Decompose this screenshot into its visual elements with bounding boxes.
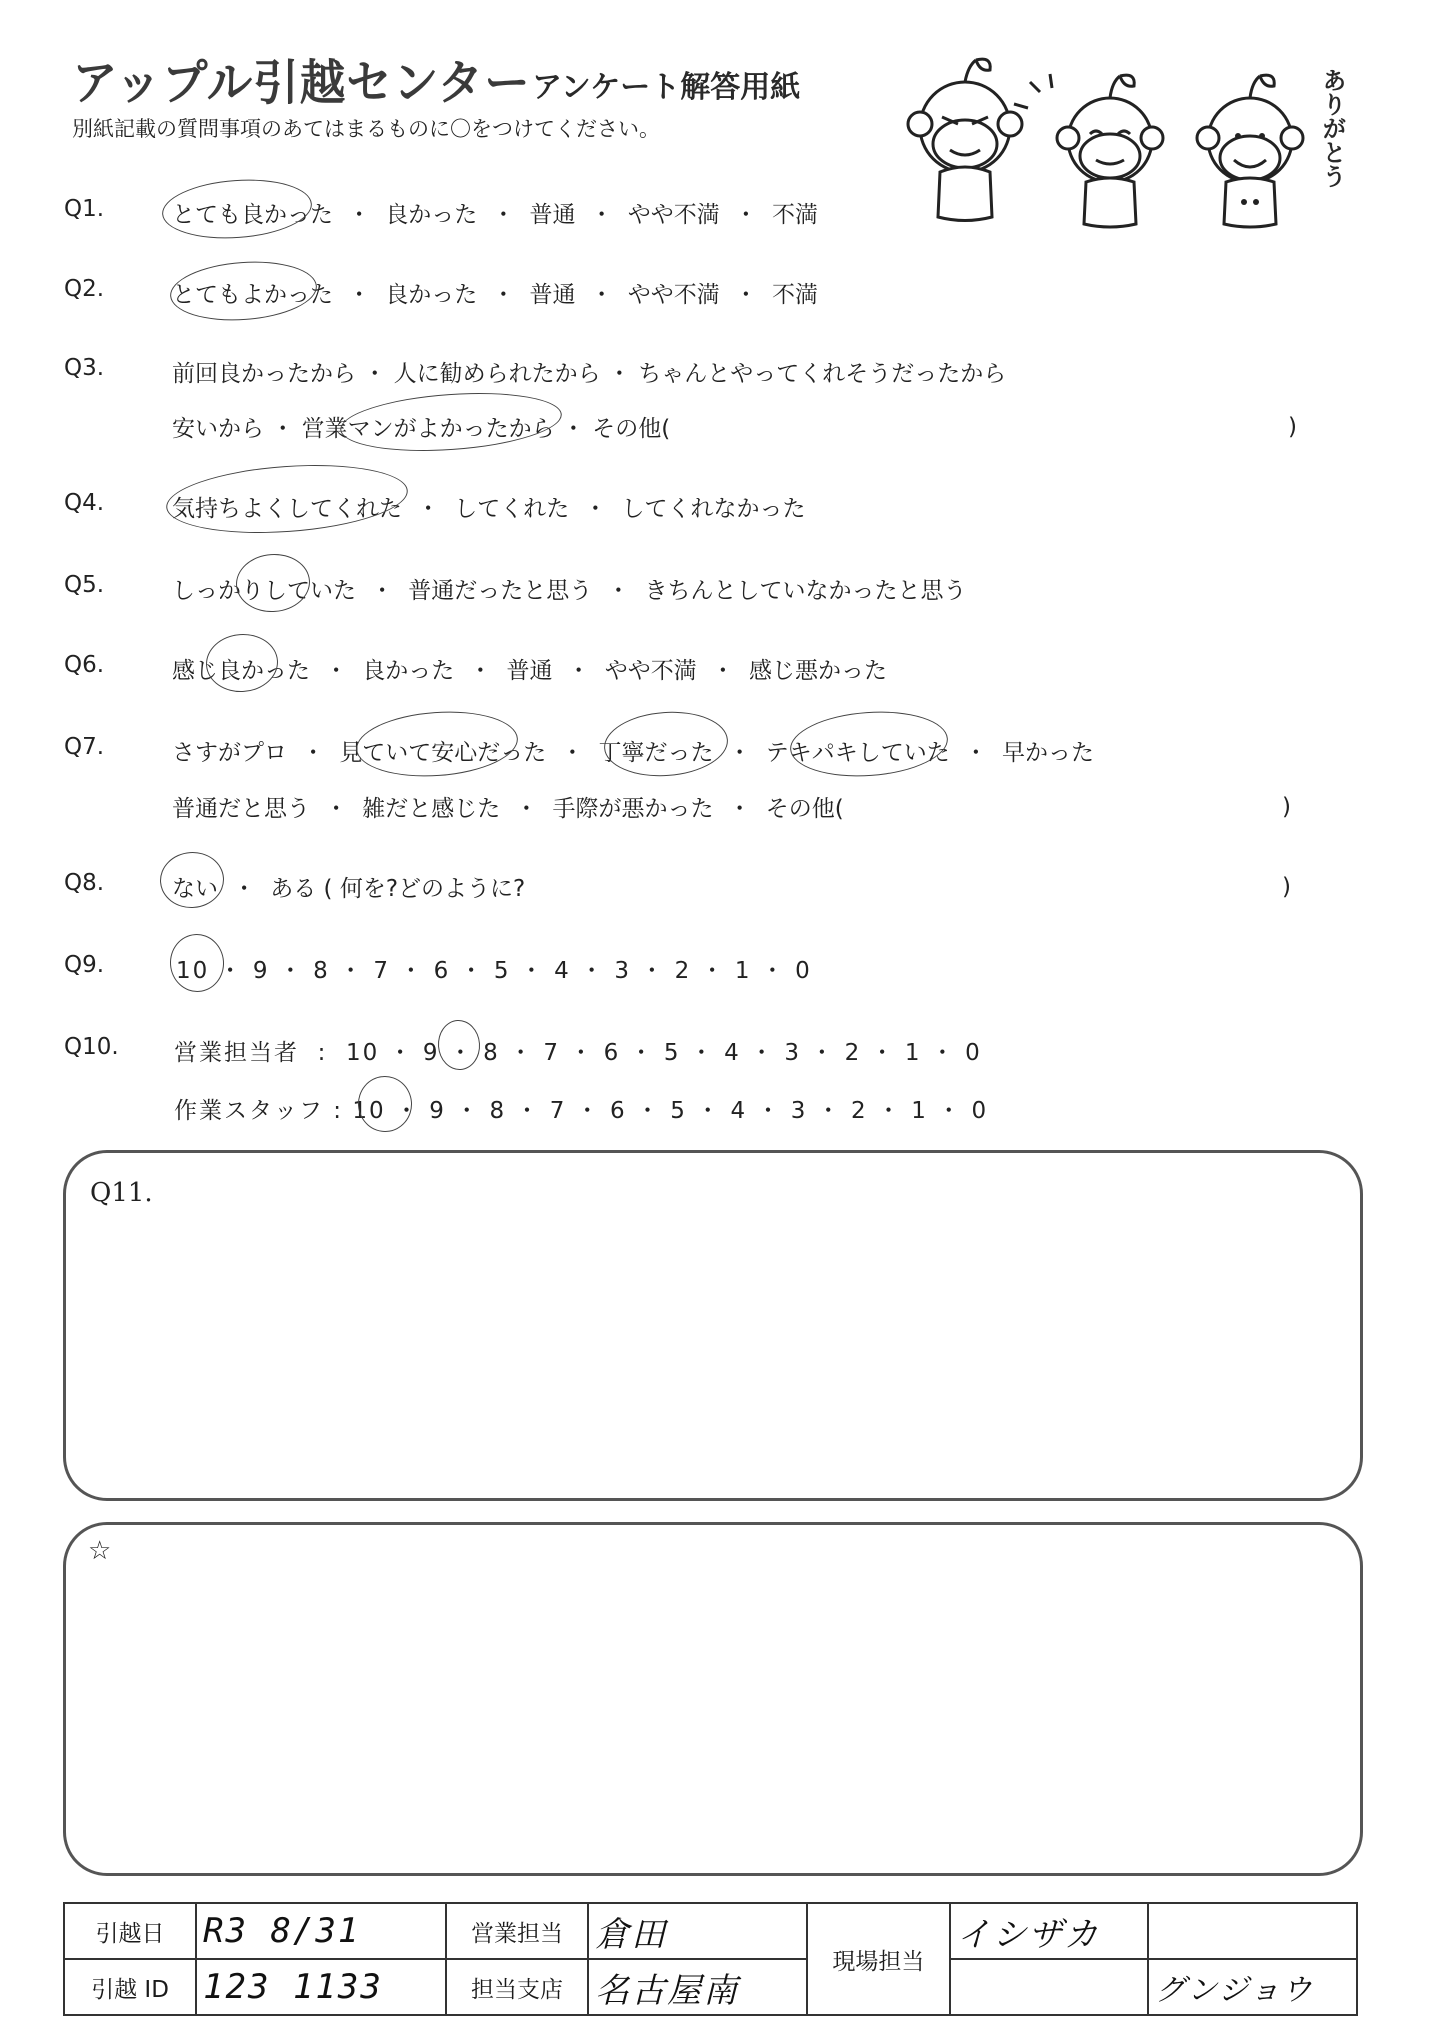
site-rep-handwritten-2: グンジョウ — [1155, 1973, 1314, 2008]
q11-comment-box[interactable] — [63, 1150, 1363, 1501]
q5-number: Q5. — [64, 572, 105, 598]
q3-other-close: ) — [1288, 414, 1297, 440]
q10-sales-scale[interactable]: 営業担当者 : 10 ・ 9 ・ 8 ・ 7 ・ 6 ・ 5 ・ 4 ・ 3 ・ 2 ・ 1 ・ 0 — [174, 1040, 982, 1066]
q3-number: Q3. — [64, 355, 105, 381]
footer-info-table — [63, 1902, 1358, 2016]
q2-number: Q2. — [64, 276, 105, 302]
site-rep-handwritten-1: イシザカ — [956, 1914, 1100, 1955]
q8-options[interactable]: ない ・ ある ( 何を?どのように? — [172, 876, 526, 902]
q7-number: Q7. — [64, 734, 105, 760]
q6-number: Q6. — [64, 652, 105, 678]
site-rep-value-2[interactable] — [1148, 1959, 1357, 2015]
q2-options[interactable]: とてもよかった ・ 良かった ・ 普通 ・ やや不満 ・ 不満 — [172, 282, 818, 308]
move-date-label: 引越日 — [64, 1903, 196, 1959]
move-id-value[interactable] — [196, 1959, 446, 2015]
sales-rep-value[interactable] — [588, 1903, 807, 1959]
q6-options[interactable]: 感じ良かった ・ 良かった ・ 普通 ・ やや不満 ・ 感じ悪かった — [172, 658, 887, 684]
q9-number: Q9. — [64, 952, 105, 978]
site-rep-empty-2[interactable] — [950, 1959, 1149, 2015]
move-id-handwritten: 123 1133 — [203, 1967, 383, 2007]
q8-other-close: ) — [1282, 874, 1291, 900]
monkey-mascots-illustration — [880, 52, 1350, 242]
form-subtitle: アンケート解答用紙 — [532, 70, 801, 105]
form-title: アップル引越センター — [72, 55, 531, 111]
move-id-label: 引越 ID — [64, 1959, 196, 2015]
q10-staff-scale[interactable]: 作業スタッフ : 10 ・ 9 ・ 8 ・ 7 ・ 6 ・ 5 ・ 4 ・ 3 ・ 2 ・ 1 ・ 0 — [174, 1098, 989, 1124]
instruction-text: 別紙記載の質問事項のあてはまるものに〇をつけてください。 — [72, 117, 660, 141]
q10-number: Q10. — [64, 1034, 119, 1060]
q5-options[interactable]: しっかりしていた ・ 普通だったと思う ・ きちんとしていなかったと思う — [172, 578, 967, 604]
star-label: ☆ — [88, 1536, 112, 1566]
q4-number: Q4. — [64, 490, 105, 516]
mascot-thanks-text: ありがとう — [1318, 68, 1346, 188]
q7-other-close: ) — [1282, 794, 1291, 820]
q8-number: Q8. — [64, 870, 105, 896]
branch-value[interactable] — [588, 1959, 807, 2015]
move-date-handwritten: R3 8/31 — [203, 1911, 361, 1951]
q3-options-line2[interactable]: 安いから ・ 営業マンがよかったから ・ その他( — [172, 416, 671, 442]
site-rep-empty-1[interactable] — [1148, 1903, 1357, 1959]
branch-label: 担当支店 — [446, 1959, 588, 2015]
sales-rep-handwritten: 倉田 — [595, 1914, 668, 1955]
q1-options[interactable]: とても良かった ・ 良かった ・ 普通 ・ やや不満 ・ 不満 — [172, 202, 818, 228]
q11-label: Q11. — [90, 1178, 153, 1208]
q9-scale[interactable]: 10 ・ 9 ・ 8 ・ 7 ・ 6 ・ 5 ・ 4 ・ 3 ・ 2 ・ 1 ・ 0 — [176, 958, 812, 984]
site-rep-value-1[interactable] — [950, 1903, 1149, 1959]
q1-number: Q1. — [64, 196, 105, 222]
branch-handwritten: 名古屋南 — [595, 1970, 740, 2011]
q7-options-line1[interactable]: さすがプロ ・ 見ていて安心だった ・ 丁寧だった ・ テキパキしていた ・ 早かった — [172, 740, 1094, 766]
move-date-value[interactable] — [196, 1903, 446, 1959]
q4-options[interactable]: 気持ちよくしてくれた ・ してくれた ・ してくれなかった — [172, 496, 806, 522]
q7-options-line2[interactable]: 普通だと思う ・ 雑だと感じた ・ 手際が悪かった ・ その他( — [172, 796, 844, 822]
notes-box[interactable] — [63, 1522, 1363, 1876]
sales-rep-label: 営業担当 — [446, 1903, 588, 1959]
site-rep-label: 現場担当 — [807, 1903, 949, 2015]
q3-options-line1[interactable]: 前回良かったから ・ 人に勧められたから ・ ちゃんとやってくれそうだったから — [172, 361, 1007, 387]
